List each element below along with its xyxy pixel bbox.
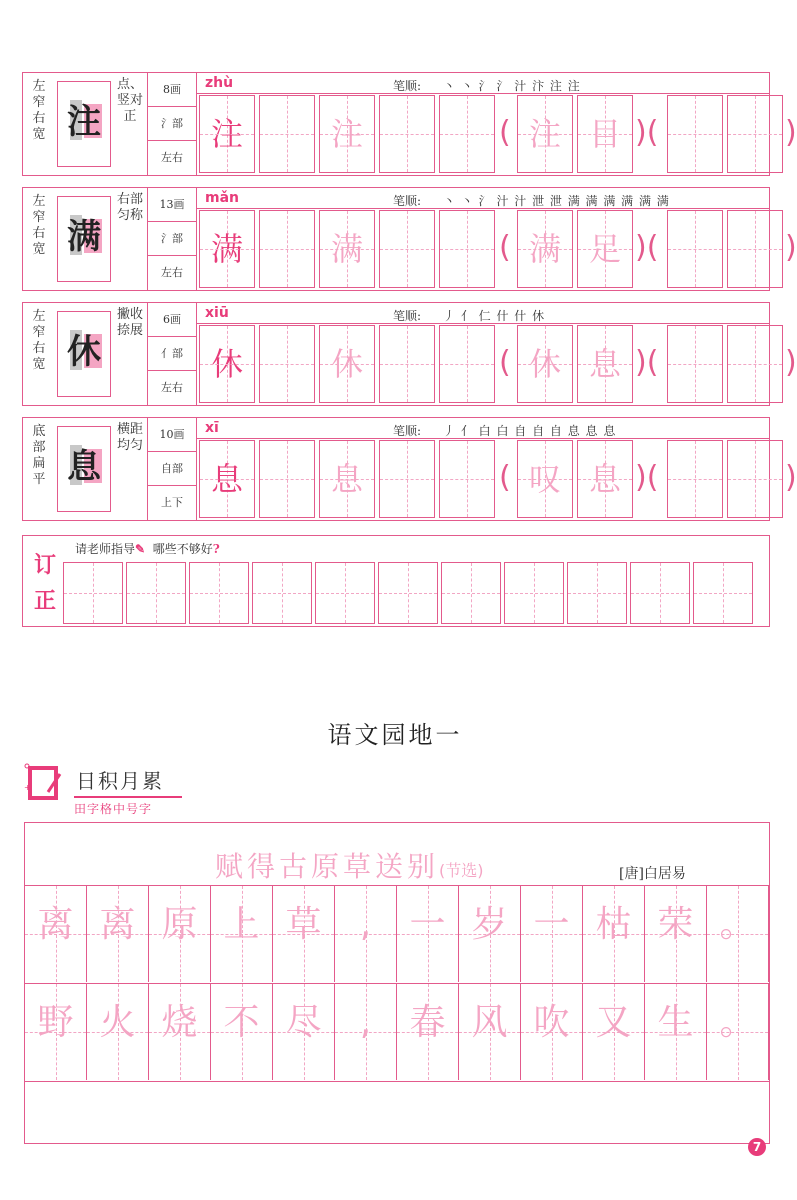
- model-character-box: [57, 81, 111, 167]
- poem-line-1: [25, 885, 769, 982]
- radical: 自部: [148, 452, 196, 486]
- correction-grid[interactable]: [63, 562, 765, 624]
- word-cell[interactable]: 息: [577, 440, 633, 518]
- correction-cell[interactable]: [189, 562, 249, 624]
- practice-cell[interactable]: 满: [199, 210, 255, 288]
- practice-cell[interactable]: [259, 95, 315, 173]
- poem-cell[interactable]: [645, 886, 707, 982]
- practice-grid: 满 满 ( 满 足 )( ): [199, 210, 769, 290]
- practice-cell[interactable]: 注: [199, 95, 255, 173]
- practice-cell[interactable]: [379, 440, 435, 518]
- correction-cell[interactable]: [441, 562, 501, 624]
- character-info: [147, 188, 197, 290]
- character-info: [147, 73, 197, 175]
- writing-tip: 点、竖对正: [117, 77, 144, 124]
- correction-cell[interactable]: [63, 562, 123, 624]
- practice-cell[interactable]: 息: [319, 440, 375, 518]
- poem-cell[interactable]: [149, 886, 211, 982]
- stroke-count: 6画: [148, 303, 196, 337]
- poem-cell[interactable]: [25, 984, 87, 1080]
- poem-cell[interactable]: [211, 984, 273, 1080]
- radical: 氵部: [148, 107, 196, 141]
- practice-cell[interactable]: 休: [199, 325, 255, 403]
- pinyin: xiū: [205, 305, 229, 321]
- practice-cell[interactable]: [259, 325, 315, 403]
- radical: 亻部: [148, 337, 196, 371]
- pinyin: zhù: [205, 75, 234, 91]
- poem-cell[interactable]: [397, 984, 459, 1080]
- poem-cell[interactable]: [87, 984, 149, 1080]
- poem-cell[interactable]: [211, 886, 273, 982]
- poem-character: 。: [719, 1002, 756, 1043]
- poem-character: 野: [37, 1002, 74, 1043]
- poem-cell[interactable]: [707, 886, 769, 982]
- word-cell[interactable]: [727, 95, 783, 173]
- layout-type: 左右: [161, 150, 183, 164]
- poem-character: 不: [223, 1002, 260, 1043]
- word-cell[interactable]: 注: [517, 95, 573, 173]
- practice-cell[interactable]: 休: [319, 325, 375, 403]
- poem-cell[interactable]: [335, 984, 397, 1080]
- poem-character: 草: [285, 904, 322, 945]
- stroke-order: 丿 亻 白 白 自 自 自 息 息 息: [443, 424, 617, 438]
- practice-cell[interactable]: 注: [319, 95, 375, 173]
- poem-cell[interactable]: [521, 886, 583, 982]
- practice-cell[interactable]: [379, 210, 435, 288]
- poem-line-blank: [25, 1081, 769, 1144]
- word-cell[interactable]: [667, 440, 723, 518]
- writing-tip: 撇收捺展: [117, 307, 144, 338]
- practice-cell[interactable]: [439, 210, 495, 288]
- poem-character: 原: [161, 904, 198, 945]
- correction-cell[interactable]: [378, 562, 438, 624]
- word-cell[interactable]: [727, 440, 783, 518]
- correction-cell[interactable]: [630, 562, 690, 624]
- stroke-order-label: 笔顺:: [393, 424, 422, 438]
- poem-cell[interactable]: [25, 886, 87, 982]
- practice-cell[interactable]: 息: [199, 440, 255, 518]
- poem-cell[interactable]: [459, 984, 521, 1080]
- svg-text:+: +: [24, 783, 31, 792]
- poem-title: 赋得古原草送别(节选): [215, 850, 484, 883]
- poem-character: 烧: [161, 1002, 198, 1043]
- model-character: 休: [67, 332, 101, 372]
- character-row: [22, 417, 797, 521]
- poem-cell[interactable]: [583, 886, 645, 982]
- correction-cell[interactable]: [567, 562, 627, 624]
- character-row: [22, 302, 797, 406]
- practice-cell[interactable]: [439, 95, 495, 173]
- practice-grid: 息 息 ( 叹 息 )( ): [199, 440, 769, 520]
- poem-cell[interactable]: [707, 984, 769, 1080]
- poem-cell[interactable]: [645, 984, 707, 1080]
- poem-character: 一: [533, 904, 570, 945]
- poem-character: 。: [719, 904, 756, 945]
- correction-cell[interactable]: [315, 562, 375, 624]
- poem-character: 风: [471, 1002, 508, 1043]
- practice-cell[interactable]: [439, 440, 495, 518]
- word-cell[interactable]: 休: [517, 325, 573, 403]
- writing-tip: 横距均匀: [117, 422, 144, 453]
- poem-character: 荣: [657, 904, 694, 945]
- unit-title: 语文园地一: [327, 721, 463, 749]
- stroke-count: 13画: [148, 188, 196, 222]
- word-cell[interactable]: [727, 325, 783, 403]
- model-character-box: [57, 196, 111, 282]
- character-info: [147, 418, 197, 520]
- structure-note: 底部扁平: [32, 424, 46, 487]
- word-cell[interactable]: [727, 210, 783, 288]
- poem-character: 火: [99, 1002, 136, 1043]
- practice-grid: 休 休 ( 休 息 )( ): [199, 325, 769, 405]
- poem-character: 离: [99, 904, 136, 945]
- notebook-icon: [24, 762, 64, 802]
- stroke-order-label: 笔顺:: [393, 194, 422, 208]
- stroke-order: 丿 亻 仁 什 什 休: [443, 309, 546, 323]
- model-character-box: [57, 426, 111, 512]
- word-cell[interactable]: 足: [577, 210, 633, 288]
- stroke-order-label: 笔顺:: [393, 79, 422, 93]
- pinyin: xī: [205, 420, 219, 436]
- poem-cell[interactable]: [521, 984, 583, 1080]
- structure-note: 左窄右宽: [32, 79, 46, 142]
- layout-type: 上下: [161, 495, 183, 509]
- correction-section: [22, 535, 770, 627]
- poem-character: ,: [359, 904, 372, 945]
- character-info: [147, 303, 197, 405]
- poem-character: 吹: [533, 1002, 570, 1043]
- correction-cell[interactable]: [126, 562, 186, 624]
- poem-cell[interactable]: [273, 886, 335, 982]
- poem-cell[interactable]: [583, 984, 645, 1080]
- stroke-order-label: 笔顺:: [393, 309, 422, 323]
- pinyin: mǎn: [205, 190, 240, 206]
- stroke-order: 丶 丶 氵 汁 汁 泄 泄 满 满 满 满 满 满: [443, 194, 670, 208]
- correction-cell[interactable]: [252, 562, 312, 624]
- stroke-order: 丶 丶 氵 氵 汁 汴 注 注: [443, 79, 581, 93]
- correction-cell[interactable]: [693, 562, 753, 624]
- word-cell[interactable]: 满: [517, 210, 573, 288]
- word-cell[interactable]: [667, 95, 723, 173]
- practice-cell[interactable]: [259, 440, 315, 518]
- model-character: 注: [67, 102, 101, 142]
- poem-cell[interactable]: [397, 886, 459, 982]
- poem-author: [唐]白居易: [619, 866, 686, 882]
- section-subtitle: 田字格中号字: [74, 796, 182, 817]
- word-cell[interactable]: [667, 325, 723, 403]
- poem-cell[interactable]: [459, 886, 521, 982]
- model-character: 息: [67, 447, 101, 487]
- correction-label: 订正: [33, 553, 56, 614]
- practice-cell[interactable]: 满: [319, 210, 375, 288]
- poem-character: 一: [409, 904, 446, 945]
- stroke-count: 8画: [148, 73, 196, 107]
- writing-tip: 右部匀称: [117, 192, 144, 223]
- word-cell[interactable]: 息: [577, 325, 633, 403]
- correction-cell[interactable]: [504, 562, 564, 624]
- model-character-box: [57, 311, 111, 397]
- model-character: 满: [67, 217, 101, 257]
- word-cell[interactable]: 目: [577, 95, 633, 173]
- practice-cell[interactable]: [259, 210, 315, 288]
- practice-cell[interactable]: [439, 325, 495, 403]
- word-cell[interactable]: [667, 210, 723, 288]
- stroke-count: 10画: [148, 418, 196, 452]
- page-number: 7: [748, 1138, 766, 1156]
- word-cell[interactable]: 叹: [517, 440, 573, 518]
- poem-character: ,: [359, 1002, 372, 1043]
- section-title: 日积月累: [76, 769, 164, 793]
- character-row: [22, 72, 797, 176]
- correction-prompt: 请老师指导✎ 哪些不够好?: [75, 542, 220, 556]
- practice-grid: 注 注 ( 注 目 )( ): [199, 95, 769, 175]
- character-row: [22, 187, 797, 291]
- poem-character: 尽: [285, 1002, 322, 1043]
- practice-cell[interactable]: [379, 325, 435, 403]
- poem-character: 上: [223, 904, 260, 945]
- practice-cell[interactable]: [379, 95, 435, 173]
- poem-character: 生: [657, 1002, 694, 1043]
- poem-cell[interactable]: [273, 984, 335, 1080]
- layout-type: 左右: [161, 265, 183, 279]
- layout-type: 左右: [161, 380, 183, 394]
- poem-character: 离: [37, 904, 74, 945]
- poem-character: 又: [595, 1002, 632, 1043]
- poem-character: 枯: [595, 904, 632, 945]
- poem-character: 春: [409, 1002, 446, 1043]
- poem-cell[interactable]: [87, 886, 149, 982]
- poem-cell[interactable]: [149, 984, 211, 1080]
- structure-note: 左窄右宽: [32, 194, 46, 257]
- poem-box: [24, 822, 770, 1144]
- structure-note: 左窄右宽: [32, 309, 46, 372]
- poem-cell[interactable]: [335, 886, 397, 982]
- radical: 氵部: [148, 222, 196, 256]
- poem-line-2: [25, 983, 769, 1080]
- poem-character: 岁: [471, 904, 508, 945]
